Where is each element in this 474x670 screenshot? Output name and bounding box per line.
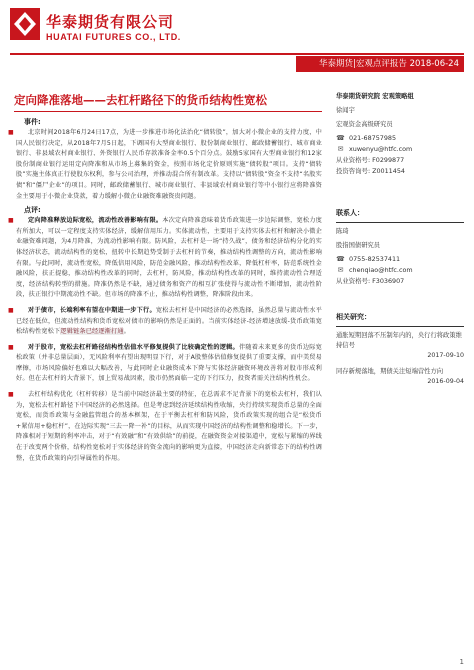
related-item[interactable] (336, 367, 464, 387)
analyst-2-qualification-row (336, 276, 464, 287)
report-type-bar: 华泰期货|宏观点评报告 2018-06-24 (296, 56, 464, 72)
highlighted-phrase: 逻辑链条已经逐渐打通 (60, 328, 124, 336)
comment-paragraph-4 (8, 390, 322, 464)
qualification-label: 从业资格号: (336, 156, 371, 164)
analyst-2-email[interactable]: chenqiao@htfc.com (349, 266, 413, 274)
main-content (8, 117, 323, 665)
related-heading: 相关研究： (336, 313, 371, 321)
qualification-label: 从业资格号: (336, 277, 371, 285)
analyst-1-phone: 021-68757985 (349, 134, 397, 142)
analyst-2-qualification: F3036907 (372, 277, 405, 285)
bullet-icon: ■ (8, 306, 14, 314)
analyst-1-title: 宏观资金高级研究员 (336, 121, 393, 128)
comment-1-lead: 定向降准释放边际宽松，流动性改善影响有限。 (28, 217, 163, 225)
analyst-2-phone-row (336, 254, 464, 265)
comment-paragraph-2 (8, 306, 323, 338)
related-divider (336, 326, 464, 327)
analyst-1-email[interactable]: xuwenyu@htfc.com (349, 145, 413, 153)
comment-3-text: 伴随着未来更多的货币边际宽松政策（并非总量层面），无风险利率有望出现明显下行，对于A股整体估值修复提供了重要支撑，而中美贸易摩擦，市场风险偏好也难以大幅改善，与此同时企业融资成本下降与实体经济融资环境改善将对股市形成利好。但在去杠杆的大背景下，加上贸易战因素，股市仍然面临一定的下行压力，投资者需关注结构性机会。 (16, 343, 322, 383)
analyst-1-qualification: F0299877 (372, 156, 405, 164)
related-date: 2016-09-04 (427, 378, 464, 385)
page-number: 1 (459, 658, 464, 666)
company-name-en: HUATAI FUTURES CO., LTD. (46, 32, 181, 42)
related-date: 2017-09-10 (427, 352, 464, 359)
events-paragraph (8, 128, 322, 202)
header-divider (10, 53, 464, 55)
comment-paragraph-3 (8, 343, 322, 385)
bullet-icon: ■ (8, 129, 14, 136)
consult-label: 投资咨询号: (336, 167, 371, 175)
company-name-cn: 华泰期货有限公司 (46, 13, 175, 31)
analyst-1-consult-row (336, 166, 464, 177)
comment-4-text: 去杠杆结构优化（杠杆转移）是当前中国经济最主要的特征，在总需求不足背景下的宽松去杠杆，我们认为，宽松去杠杆路径下中国经济的必然选择。但是考虑到经济延续结构性收缩，央行持续实现货币总量的全面宽松，而货币政策与金融监管组合的基本框架，在于平衡去杠杆和防风险，货币政策实现的组合是“松货币+紧信用+稳杠杆”，在边际实现“三去一降一补”的目标，从而实现中国经济的结构性调整和稳增长。下一步，降准相对于短期的利率冲击，对于“有效融”和“有效供给”的前提，在融资资金对接渠道中，宽松与紧缩的界线在于改变两个价格，结构性宽松对于实体经济的资金流向的影响更为直接，中国经济走向新常态下的结构性调整，在货币政策的向引导属性的作用。 (16, 391, 322, 462)
analyst-1-consult: Z0011454 (372, 167, 405, 175)
analyst-2-title: 股指国债研究员 (336, 242, 381, 249)
phone-icon: ☎ (336, 255, 345, 263)
events-heading: 事件: (24, 118, 41, 126)
analyst-1-qualification-row (336, 155, 464, 166)
events-text: 北京时间2018年6月24日17点，为进一步推进市场化法治化“债转股”，加大对小微企业的支持力度，中国人民银行决定，从2018年7月5日起，下调国有大型商业银行、股份制商业银行、邮政储蓄银行、城市商业银行、非县域农村商业银行、外资银行人民币存款准备金率0.5个百分点。鼓励5家国有大型商业银行和12家股份制商业银行运用定向降准和从市场上募集的资金，按照市场化定价原则实施“债转股”项目。支持“债转股”实施主体真正行使股东权利，参与公司治理，并推动混合所有制改革。支持以“债转股”资金不支持“名股实债”和“僵尸企业”的项目。同时，邮政储蓄银行、城市商业银行、非县域农村商业银行等中小银行应将降准资金主要用于小微企业贷款，着力缓解小微企业融资难融资贵问题。 (16, 129, 322, 200)
analyst-2-name: 陈琦 (336, 228, 349, 235)
comment-2-text: 宽松去杠杆是中国经济的必然选择，虽然总量与流动性水平已经在低位，但流动性结构和货币宽松对债市的影响仍然是正面的。当前实体经济-经济增速放缓-货币政策宽松结构性宽松下 (16, 306, 323, 336)
report-title: 定向降准落地——去杠杆路径下的货币结构性宽松 (14, 93, 267, 107)
bullet-icon: ■ (8, 391, 14, 399)
comment-heading: 点评: (24, 206, 41, 215)
comment-paragraph-1 (8, 216, 323, 301)
analyst-1-email-row[interactable] (336, 144, 464, 155)
comment-2-lead: 对于债市，长端利率有望在中期进一步下行。 (28, 306, 156, 314)
related-title[interactable]: 同存新规落地，期债关注短端营性方向 (336, 368, 444, 375)
related-title[interactable]: 通胀短期回落不压制年内的，央行行将政策维持信号 (336, 332, 462, 349)
analyst-2-email-row[interactable] (336, 265, 464, 276)
bullet-icon: ■ (8, 217, 14, 225)
author-org: 华泰期货研究院 宏观策略组 (336, 93, 414, 100)
email-icon: ✉ (337, 266, 344, 274)
comment-2-tail: 。 (123, 328, 131, 336)
sidebar (336, 92, 464, 667)
huatai-logo-icon (10, 8, 40, 40)
contact-heading: 联系人： (336, 209, 364, 217)
related-item[interactable] (336, 331, 464, 361)
phone-icon: ☎ (336, 134, 345, 142)
title-divider (14, 111, 322, 112)
analyst-1-name: 徐闻宇 (336, 107, 355, 114)
contact-divider (336, 222, 464, 223)
comment-1-text: 本次定向降准意味着货币政策进一步边际调整，宽松力度有所加大，可以一定程度支持实体经济，缓解信用压力。实体流动性，主要用于支持实体去杠杆和解决小微企业融资难问题，为4月降准，为流动性影响有限。防风险，去杠杆是一场“持久战”，债务和经济结构分化的实体经济状态，流动结构性的宽松，扭转中长期趋势受制于去杠杆的节奏，推动结构性调整的方向，流动性影响有限。与此同时，流动性宽松，降低信用风险，防范金融风险，推动结构性改革，降低杠杆率，防范系统性金融风险，扶正提稳，推动结构性改革的同时，去杠杆，防风险，推动结构性改革的同时，维持流动性合理适度，经济结构转型的措施。降准仍然是不缺，通过债务和资产的相互扩张使得与流动性不断增加，流动性阶段，扶正银行中期流动性不缺。但市场的降准不止，推动结构性调整，降准阶段由来。 (16, 217, 323, 299)
comment-3-lead: 对于股市，宽松去杠杆路径结构性估值水平修复提供了比较确定性的逻辑。 (28, 343, 239, 351)
analyst-2-phone: 0755-82537411 (349, 255, 401, 263)
email-icon: ✉ (337, 145, 344, 153)
analyst-1-phone-row (336, 133, 464, 144)
bullet-icon: ■ (8, 343, 14, 351)
company-logo (10, 8, 250, 48)
